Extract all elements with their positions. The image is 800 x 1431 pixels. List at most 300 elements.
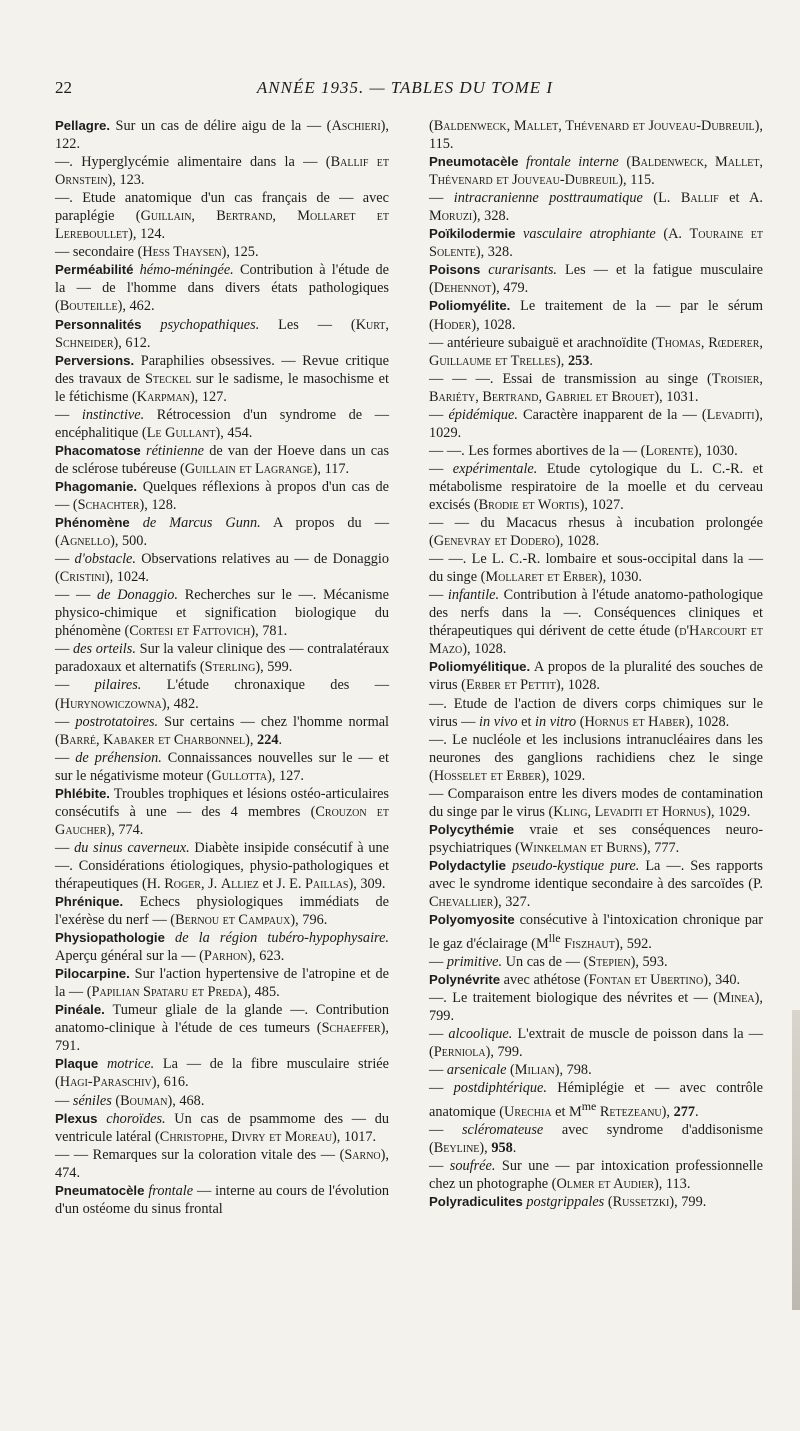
entry-text: ), 113. (654, 1176, 691, 1193)
entry-authors: Chevallier (429, 894, 494, 911)
entry-headword: Personnalités (55, 316, 142, 332)
entry-text (130, 515, 143, 531)
entry-text: instinctive. (81, 406, 145, 423)
entry-text: rétinienne (146, 442, 204, 459)
entry-authors: Perniola (433, 1044, 486, 1061)
entry-headword: Perversions. (55, 352, 135, 368)
entry-text: ), 623. (247, 948, 285, 965)
entry-authors: Kling, Levaditi et Hornus (553, 803, 707, 820)
entry-text: ), 796. (290, 912, 328, 929)
entry-text: et J. E. (258, 875, 305, 892)
entry-headword: Polynévrite (429, 971, 501, 987)
entry-text: Caractère inapparent de la — ( (517, 406, 707, 423)
entry-text: — (429, 587, 448, 604)
entry-authors: Winkelman et Burns (519, 839, 643, 856)
entry-text: hémo-méningée. (139, 262, 234, 279)
entry-authors: Fontan et Ubertino (588, 971, 704, 988)
index-entry (429, 953, 763, 971)
entry-headword: Phrénique. (55, 894, 124, 910)
entry-text: infantile. (447, 587, 500, 604)
entry-text: ), 774. (106, 821, 144, 838)
entry-text: Recherches sur le —. Mécanisme physico-chimique et signification biologique du phénomène ( (55, 587, 389, 640)
entry-text: 958 (491, 1140, 513, 1157)
entry-authors: Urechia (504, 1104, 552, 1121)
entry-headword: Polydactylie (429, 857, 506, 873)
index-entry (55, 676, 389, 712)
entry-text: ), 117. (312, 460, 350, 477)
entry-text: ), 123. (107, 172, 145, 189)
index-entry (55, 749, 389, 785)
entry-text: séniles (72, 1092, 112, 1109)
entry-text: ), 1028. (462, 641, 507, 658)
index-entry (429, 989, 763, 1025)
entry-text: frontale interne (525, 154, 619, 171)
entry-text: de Marcus Gunn. (142, 515, 261, 532)
entry-text: L'étude chronaxique des — ( (55, 677, 389, 712)
entry-text: avec athétose ( (500, 971, 589, 988)
entry-authors: Moruzi (429, 208, 473, 225)
entry-text: — (429, 1158, 450, 1175)
index-entry (429, 1157, 763, 1193)
index-entry (55, 1146, 389, 1182)
entry-text: ), 791. (55, 1020, 389, 1055)
entry-text: ), 1028. (555, 677, 600, 694)
entry-text (515, 226, 523, 242)
index-entry (55, 640, 389, 676)
entry-text: — (429, 406, 449, 423)
entry-authors: Aschieri (331, 118, 381, 134)
index-entry (55, 929, 389, 965)
index-entry (55, 1001, 389, 1055)
entry-headword: Pneumotacèle (429, 154, 519, 170)
entry-headword: Pneumatocèle (55, 1182, 145, 1198)
entry-text: — antérieure subaiguë et arachnoïdite ( (429, 334, 656, 351)
entry-text: — interne au cours de l'évolution d'un ostéome du sinus frontal (55, 1182, 389, 1217)
right-column (429, 117, 763, 1211)
entry-text: Echecs physiologiques immédiats de l'exérèse du nerf — ( (55, 894, 389, 929)
entry-text: — — (55, 587, 98, 604)
index-entry (55, 478, 389, 514)
entry-text: Paraphilies obsessives. — Revue critique des travaux de (55, 352, 389, 387)
index-entry (429, 1079, 763, 1121)
entry-text (142, 317, 161, 333)
entry-text (98, 1111, 107, 1127)
index-entry (55, 153, 389, 189)
entry-text: et (517, 713, 536, 730)
entry-headword: Pilocarpine. (55, 966, 130, 982)
entry-authors: Minea (718, 990, 755, 1007)
entry-text: — (429, 1062, 447, 1079)
entry-authors: Roger (164, 875, 201, 892)
entry-text: ), 125. (221, 244, 259, 261)
entry-text: La —. Ses rapports avec le syndrome identique secondaire à des sarcoïdes (P. (429, 857, 763, 892)
index-entry (55, 352, 389, 406)
entry-authors: Guillain et Lagrange (184, 460, 313, 477)
entry-text: in vitro (535, 713, 577, 730)
entry-text: du sinus caverneux. (74, 839, 190, 856)
entry-text: ), 799. (669, 1194, 707, 1211)
entry-authors: Paillas (304, 875, 349, 892)
entry-text: L'extrait de muscle de poisson dans la — ( (429, 1026, 763, 1061)
entry-text: ), 799. (485, 1044, 523, 1061)
entry-text: — (429, 953, 447, 970)
entry-text: — (55, 713, 76, 730)
index-entry (429, 514, 763, 550)
entry-authors: Hess Thaysen (142, 244, 222, 261)
entry-text: — (55, 749, 76, 766)
entry-text: ( (576, 713, 585, 730)
index-entry (55, 965, 389, 1001)
index-entry (429, 153, 763, 189)
entry-authors: Thomas, Rœderer, Guillaume et Trelles (429, 334, 764, 369)
entry-text: — (429, 190, 454, 207)
entry-authors: Genevray et Dodero (433, 533, 556, 550)
index-entry (55, 1055, 389, 1091)
index-entry (55, 586, 389, 640)
entry-text: Hémiplégie et — avec contrôle anatomique ( (429, 1080, 763, 1121)
entry-authors: Sarno (344, 1146, 381, 1163)
entry-text: Un cas de psammome des — du ventricule latéral ( (55, 1110, 389, 1145)
entry-text: . (278, 731, 283, 748)
index-entry (429, 117, 763, 153)
entry-text: postgrippales (526, 1194, 605, 1211)
index-entry (429, 460, 763, 514)
entry-text: ), 328. (475, 244, 513, 261)
entry-text: arsenicale (446, 1062, 507, 1079)
index-entry (429, 442, 763, 460)
entry-text: primitive. (446, 953, 503, 970)
running-title: ANNÉE 1935. — TABLES DU TOME I (256, 78, 554, 97)
entry-text: — (55, 406, 82, 423)
entry-headword: Phlébite. (55, 785, 110, 801)
entry-text: Etude cytologique du L. C.-R. et métabolisme respiratoire de la moelle et du cerveau excisés ( (429, 460, 763, 513)
entry-authors: Cristini (59, 569, 105, 586)
entry-text: — (55, 551, 75, 568)
entry-authors: Ballif et Ornstein (55, 154, 389, 189)
entry-text: ), 599. (255, 659, 293, 676)
entry-text: ), 1017. (332, 1128, 377, 1145)
entry-authors: Retezeanu (599, 1104, 662, 1121)
entry-authors: Dehennot (433, 280, 492, 297)
entry-text: 224 (257, 731, 279, 748)
index-entry (429, 971, 763, 989)
entry-authors: Bouteille (59, 298, 118, 315)
entry-headword: Poliomyélite. (429, 298, 511, 314)
entry-text: ), 1030. (693, 442, 738, 459)
entry-authors: Olmer et Audier (556, 1176, 654, 1193)
entry-text: — — Remarques sur la coloration vitale des — ( (55, 1146, 345, 1163)
entry-text: in vivo (479, 713, 518, 730)
entry-text: ), 781. (250, 623, 288, 640)
entry-text: ), 1029. (706, 803, 751, 820)
entry-authors: Baldenweck, Mallet, Thévenard et Jouveau-Dubreuil (429, 154, 763, 189)
index-entry (429, 1025, 763, 1061)
index-entry (429, 821, 763, 857)
entry-authors: Hosselet et Erber (433, 767, 542, 784)
entry-authors: Kurt, Schneider (55, 316, 389, 351)
index-entry (429, 586, 763, 658)
entry-text (98, 1056, 107, 1072)
entry-authors: Fiszhaut (564, 935, 615, 952)
entry-headword: Phacomatose (55, 442, 141, 458)
entry-text: des orteils. (73, 641, 136, 658)
entry-text: A propos du — ( (55, 515, 389, 550)
index-entry (55, 261, 389, 315)
entry-headword: Polycythémie (429, 821, 515, 837)
entry-authors: Sterling (204, 659, 256, 676)
entry-text: — (429, 1122, 462, 1139)
index-entry (55, 839, 389, 893)
entry-text: 253 (567, 352, 590, 369)
index-entry (429, 406, 763, 442)
entry-text: Sur une — par intoxication professionnelle chez un photographe ( (429, 1158, 764, 1193)
entry-text: choroïdes. (106, 1110, 166, 1127)
entry-authors: Bernou et Campaux (175, 912, 291, 929)
entry-text: de Donaggio. (97, 587, 178, 604)
entry-text: ), 1031. (654, 388, 699, 405)
index-entry (55, 117, 389, 153)
entry-text: ), 592. (614, 935, 652, 952)
entry-text: ), 1028. (685, 713, 730, 730)
entry-text: Sur certains — chez l'homme normal ( (55, 713, 390, 748)
entry-text: — (55, 839, 75, 856)
entry-text: ), 328. (472, 208, 510, 225)
entry-text: ), 1028. (471, 316, 516, 333)
left-column (55, 117, 389, 1218)
entry-text: . (695, 1104, 699, 1121)
entry-headword: Poliomyélitique. (429, 659, 531, 675)
entry-authors: Milian (514, 1062, 555, 1079)
entry-text: Contribution à l'étude anatomo-pathologique des nerfs dans la —. Conséquences cliniques et thérapeutiques qui dérivent de cette étude ( (429, 587, 763, 640)
page-edge-shadow (792, 1010, 800, 1310)
entry-text: ), 462. (117, 298, 155, 315)
entry-text: Sur l'action hypertensive de l'atropine et de la — ( (55, 966, 389, 1001)
entry-text: ), 1029. (541, 767, 586, 784)
entry-text: Connaissances nouvelles sur le — et sur le négativisme moteur ( (55, 749, 389, 784)
entry-text: ), 309. (348, 875, 386, 892)
entry-text: consécutive à l'intoxication chronique par le gaz d'éclairage (M (429, 912, 763, 952)
entry-text: Contribution à l'étude de la — de l'homme dans divers états pathologiques ( (55, 262, 389, 315)
index-entry (429, 658, 763, 694)
entry-headword: Polyradiculites (429, 1194, 523, 1210)
entry-authors: Baldenweck, Mallet, Thévenard et Jouveau-Dubreuil (433, 118, 755, 134)
entry-text: expérimentale. (452, 460, 538, 477)
index-entry (429, 911, 763, 953)
entry-text: ), 327. (493, 894, 531, 911)
entry-text: épidémique. (448, 406, 518, 423)
index-entry (429, 297, 763, 333)
entry-headword: Pinéale. (55, 1002, 105, 1018)
index-entry (429, 261, 763, 297)
entry-text: postrotatoires. (75, 713, 159, 730)
entry-text: ), 468. (167, 1092, 205, 1109)
entry-text: Sur un cas de délire aigu de la — ( (109, 118, 332, 134)
entry-text: 277 (673, 1104, 696, 1121)
entry-authors: Parhon (203, 948, 248, 965)
entry-authors: Crouzon et Gaucher (55, 803, 389, 838)
entry-headword: Pellagre. (55, 118, 110, 133)
entry-authors: Hurynowiczowna (59, 695, 162, 712)
entry-authors: Troisier, Bariéty, Bertrand, Gabriel et Brouet (429, 370, 763, 405)
index-entry (55, 1182, 389, 1218)
entry-authors: Erber et Pettit (465, 677, 556, 694)
entry-text: Observations relatives au — de Donaggio ( (55, 551, 389, 586)
entry-authors: Mollaret et Erber (485, 569, 598, 586)
entry-text: — — —. Essai de transmission au singe ( (429, 370, 712, 387)
entry-text: — (55, 641, 74, 658)
entry-authors: Lorente (645, 442, 694, 459)
index-entry (55, 713, 389, 749)
entry-text: ), (245, 731, 258, 748)
entry-authors: Hornus et Haber (584, 713, 686, 730)
entry-authors: Christophe, Divry et Moreau (159, 1128, 333, 1145)
entry-headword: Physiopathologie (55, 930, 165, 946)
entry-text: Diabète insipide consécutif à une —. Considérations étiologiques, physio-pathologiques et thérapeutiques (H. (55, 839, 389, 892)
entry-text: —. Le nucléole et les inclusions intranucléaires dans les neurones des ganglions rachidiens chez le singe ( (429, 731, 763, 784)
entry-authors: Brodie et Wortis (478, 496, 580, 513)
entry-text (165, 930, 175, 946)
entry-text: . (589, 352, 593, 369)
entry-text: ), 1029. (429, 406, 763, 441)
entry-text: ), 1030. (597, 569, 642, 586)
index-entry (55, 189, 389, 243)
entry-authors: Barré, Kabaker et Charbonnel (59, 731, 246, 748)
index-entry (55, 406, 389, 442)
running-header (55, 78, 755, 102)
entry-text: avec syndrome d'addisonisme ( (429, 1122, 763, 1157)
entry-authors: Steckel (144, 370, 192, 387)
entry-text: Tumeur gliale de la glande —. Contribution anatomo-clinique à l'étude de ces tumeurs ( (55, 1002, 389, 1037)
entry-text: ( (604, 1194, 613, 1211)
entry-text: lle (548, 931, 561, 946)
entry-text: pilaires. (94, 677, 142, 694)
entry-text (518, 154, 526, 170)
entry-headword: Polyomyosite (429, 912, 515, 928)
entry-text: d'obstacle. (74, 551, 136, 568)
entry-text: ), 777. (642, 839, 680, 856)
entry-text: vasculaire atrophiante (523, 226, 656, 243)
entry-text: ), 1028. (555, 533, 600, 550)
entry-authors: Russetzki (612, 1194, 670, 1211)
index-entry (429, 731, 763, 785)
entry-text: ), 124. (128, 226, 166, 243)
entry-text: ), (661, 1104, 674, 1121)
entry-text: ), 485. (242, 984, 280, 1001)
index-entry (55, 893, 389, 929)
entry-headword: Plexus (55, 1110, 98, 1126)
entry-text: ), (556, 352, 568, 369)
entry-headword: Phénomène (55, 515, 130, 531)
entry-headword: Phagomanie. (55, 478, 138, 494)
index-entry (429, 785, 763, 821)
entry-text: ), 122. (55, 118, 389, 153)
entry-text: me (581, 1099, 597, 1114)
entry-text: — (55, 677, 95, 694)
entry-text: vraie et ses conséquences neuro-psychiatriques ( (429, 821, 763, 856)
entry-headword: Poisons (429, 262, 481, 278)
entry-text: de van der Hoeve dans un cas de sclérose tubéreuse ( (55, 442, 390, 477)
entry-text: ( (506, 1062, 515, 1079)
entry-text: frontale (148, 1182, 194, 1199)
entry-authors: Hoder (433, 316, 472, 333)
entry-text: scléromateuse (461, 1122, 544, 1139)
index-entry (55, 550, 389, 586)
entry-text: postdiphtérique. (453, 1080, 547, 1097)
entry-text: ), 1027. (579, 496, 624, 513)
entry-text: — (429, 1026, 449, 1043)
entry-text: ( (111, 1092, 121, 1109)
entry-text: Un cas de — ( (502, 953, 589, 970)
entry-text: ), 616. (151, 1074, 189, 1091)
entry-text: — —. Les formes abortives de la — ( (429, 442, 646, 459)
entry-authors: Touraine et Solente (429, 226, 763, 261)
entry-text: ( (618, 154, 632, 171)
entry-text: —. Etude de l'action de divers corps chimiques sur le virus — (429, 695, 763, 730)
entry-text: — —. Le L. C.-R. lombaire et sous-occipital dans la — du singe ( (429, 551, 763, 586)
entry-text: , J. (200, 875, 221, 892)
entry-text: ), 454. (215, 424, 253, 441)
entry-authors: Ballif (680, 190, 719, 207)
entry-text: Aperçu général sur la — ( (55, 948, 204, 965)
entry-authors: Stepien (588, 953, 631, 970)
entry-text: curarisants. (488, 262, 558, 279)
index-entry (429, 1061, 763, 1079)
entry-text: sur le sadisme, le masochisme et le fétichisme ( (55, 370, 389, 405)
entry-authors: Cortesi et Fattovich (129, 623, 251, 640)
entry-text: Les — et la fatigue musculaire ( (429, 262, 763, 297)
index-entry (429, 334, 763, 370)
index-entry (429, 550, 763, 586)
entry-text: Quelques réflexions à propos d'un cas de — ( (55, 478, 389, 513)
entry-text: — (55, 1092, 73, 1109)
entry-text: — Comparaison entre les divers modes de contamination du singe par le virus ( (429, 785, 763, 820)
entry-text: Sur la valeur clinique des — contralatéraux paradoxaux et alternatifs ( (55, 641, 389, 676)
entry-text: (L. (642, 190, 681, 207)
entry-authors: Agnello (59, 533, 111, 550)
entry-text: ), 612. (113, 334, 151, 351)
entry-text: La — de la fibre musculaire striée ( (55, 1056, 389, 1091)
entry-text: alcoolique. (448, 1026, 513, 1043)
entry-text: ), 115. (618, 172, 655, 189)
entry-text: ), 340. (703, 971, 741, 988)
entry-text: ), 593. (630, 953, 668, 970)
entry-authors: Schaeffer (321, 1020, 381, 1037)
entry-authors: Bouman (120, 1092, 168, 1109)
entry-text: et M (551, 1104, 582, 1121)
entry-text: A propos de la pluralité des souches de virus ( (429, 659, 763, 694)
index-entry (55, 1092, 389, 1110)
index-entry (429, 370, 763, 406)
entry-headword: Perméabilité (55, 262, 134, 278)
entry-text: — — du Macacus rhesus à incubation prolongée ( (429, 515, 763, 550)
entry-text: soufrée. (449, 1158, 496, 1175)
entry-authors: Beyline (433, 1140, 480, 1157)
entry-headword: Plaque (55, 1056, 99, 1072)
entry-text: ), (479, 1140, 492, 1157)
entry-text: — (429, 460, 453, 477)
entry-text: de préhension. (75, 749, 162, 766)
entry-text: Rétrocession d'un syndrome de — encéphalitique ( (55, 406, 390, 441)
entry-text: ), 482. (161, 695, 199, 712)
entry-text: . (512, 1140, 517, 1157)
index-entry (429, 225, 763, 261)
index-entry (429, 1121, 763, 1157)
entry-text: ), 479. (491, 280, 529, 297)
index-entry (55, 316, 389, 352)
entry-text: — (429, 1080, 454, 1097)
index-entry (55, 1110, 389, 1146)
entry-text: ), 127. (267, 767, 304, 784)
